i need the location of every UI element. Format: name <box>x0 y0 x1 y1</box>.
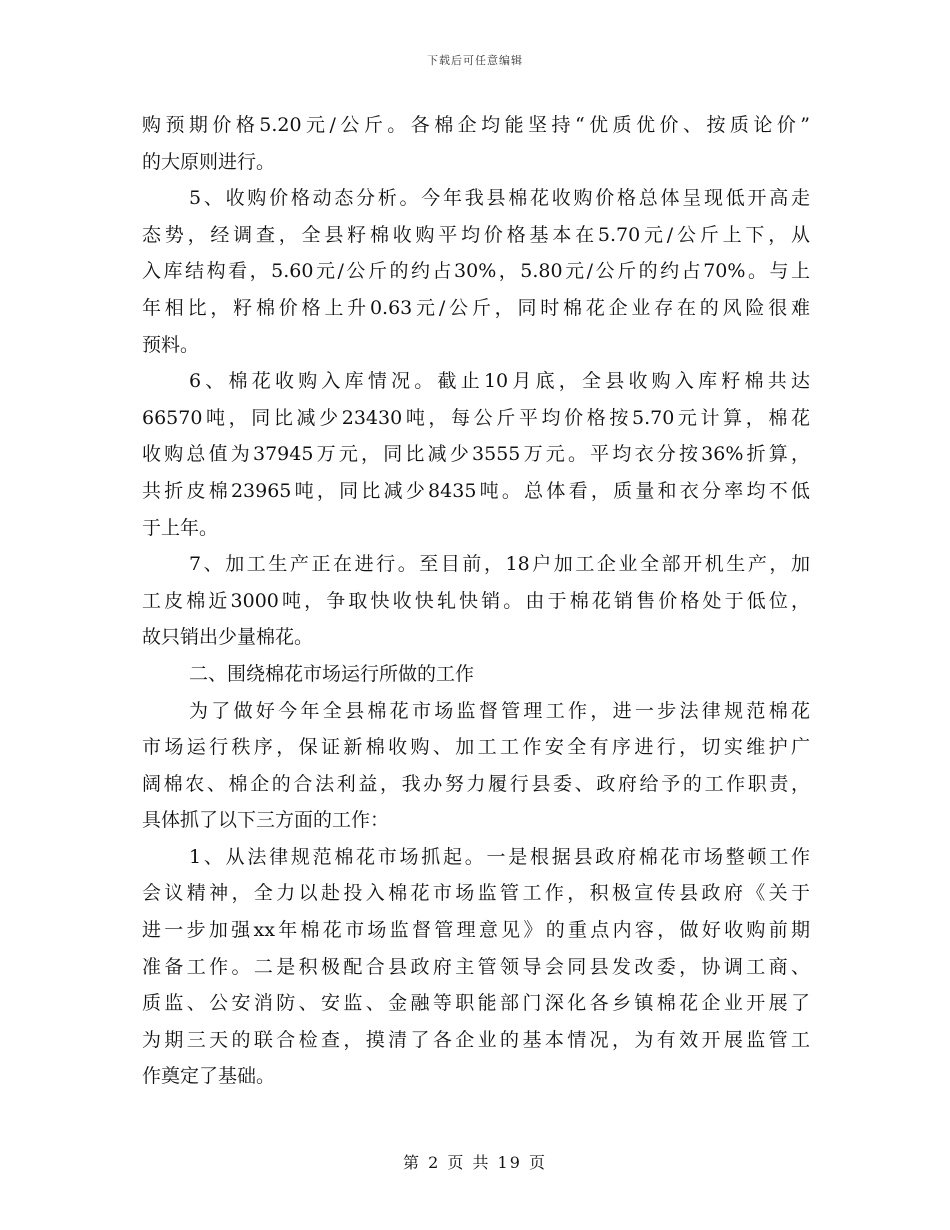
text-line: 阔棉农、棉企的合法利益，我办努力履行县委、政府给予的工作职责， <box>142 772 810 795</box>
section-heading: 二、围绕棉花市场运行所做的工作 <box>189 662 475 685</box>
text-line: 共折皮棉23965吨，同比减少8435吨。总体看，质量和衣分率均不低 <box>142 479 810 502</box>
text-line: 作奠定了基础。 <box>142 1065 276 1088</box>
text-line: 5、收购价格动态分析。今年我县棉花收购价格总体呈现低开高走 <box>189 187 810 210</box>
text-line: 具体抓了以下三方面的工作： <box>142 809 390 832</box>
text-line: 进一步加强xx年棉花市场监督管理意见》的重点内容，做好收购前期 <box>142 919 810 942</box>
text-line: 为期三天的联合检查，摸清了各企业的基本情况，为有效开展监管工 <box>142 1028 810 1051</box>
text-line: 购预期价格5.20元/公斤。各棉企均能坚持“优质优价、按质论价” <box>142 114 810 136</box>
text-line: 市场运行秩序，保证新棉收购、加工工作安全有序进行，切实维护广 <box>142 736 810 759</box>
text-line: 预料。 <box>142 333 200 356</box>
text-line: 入库结构看，5.60元/公斤的约占30%，5.80元/公斤的约占70%。与上 <box>142 260 810 283</box>
text-line: 6、棉花收购入库情况。截止10月底，全县收购入库籽棉共达 <box>189 370 810 393</box>
text-line: 年相比，籽棉价格上升0.63元/公斤，同时棉花企业存在的风险很难 <box>142 296 810 319</box>
text-line: 的大原则进行。 <box>142 150 276 173</box>
text-line: 质监、公安消防、安监、金融等职能部门深化各乡镇棉花企业开展了 <box>142 992 810 1015</box>
text-line: 故只销出少量棉花。 <box>142 626 314 649</box>
document-body <box>142 107 810 1095</box>
text-line: 为了做好今年全县棉花市场监督管理工作，进一步法律规范棉花 <box>189 699 810 722</box>
text-line: 收购总值为37945万元，同比减少3555万元。平均衣分按36%折算， <box>142 443 810 466</box>
text-line: 态势，经调查，全县籽棉收购平均价格基本在5.70元/公斤上下，从 <box>142 223 810 246</box>
page-header-note: 下载后可任意编辑 <box>427 54 523 67</box>
text-line: 66570吨，同比减少23430吨，每公斤平均价格按5.70元计算，棉花 <box>142 406 810 429</box>
text-line: 准备工作。二是积极配合县政府主管领导会同县发改委，协调工商、 <box>142 955 810 978</box>
text-line: 会议精神，全力以赴投入棉花市场监管工作，积极宣传县政府《关于 <box>142 882 810 905</box>
text-line: 工皮棉近3000吨，争取快收快轧快销。由于棉花销售价格处于低位， <box>142 589 810 612</box>
page-number: 第 2 页 共 19 页 <box>403 1153 547 1172</box>
text-line: 1、从法律规范棉花市场抓起。一是根据县政府棉花市场整顿工作 <box>189 845 810 868</box>
text-line: 于上年。 <box>142 516 219 539</box>
text-line: 7、加工生产正在进行。至目前，18户加工企业全部开机生产，加 <box>189 553 810 576</box>
